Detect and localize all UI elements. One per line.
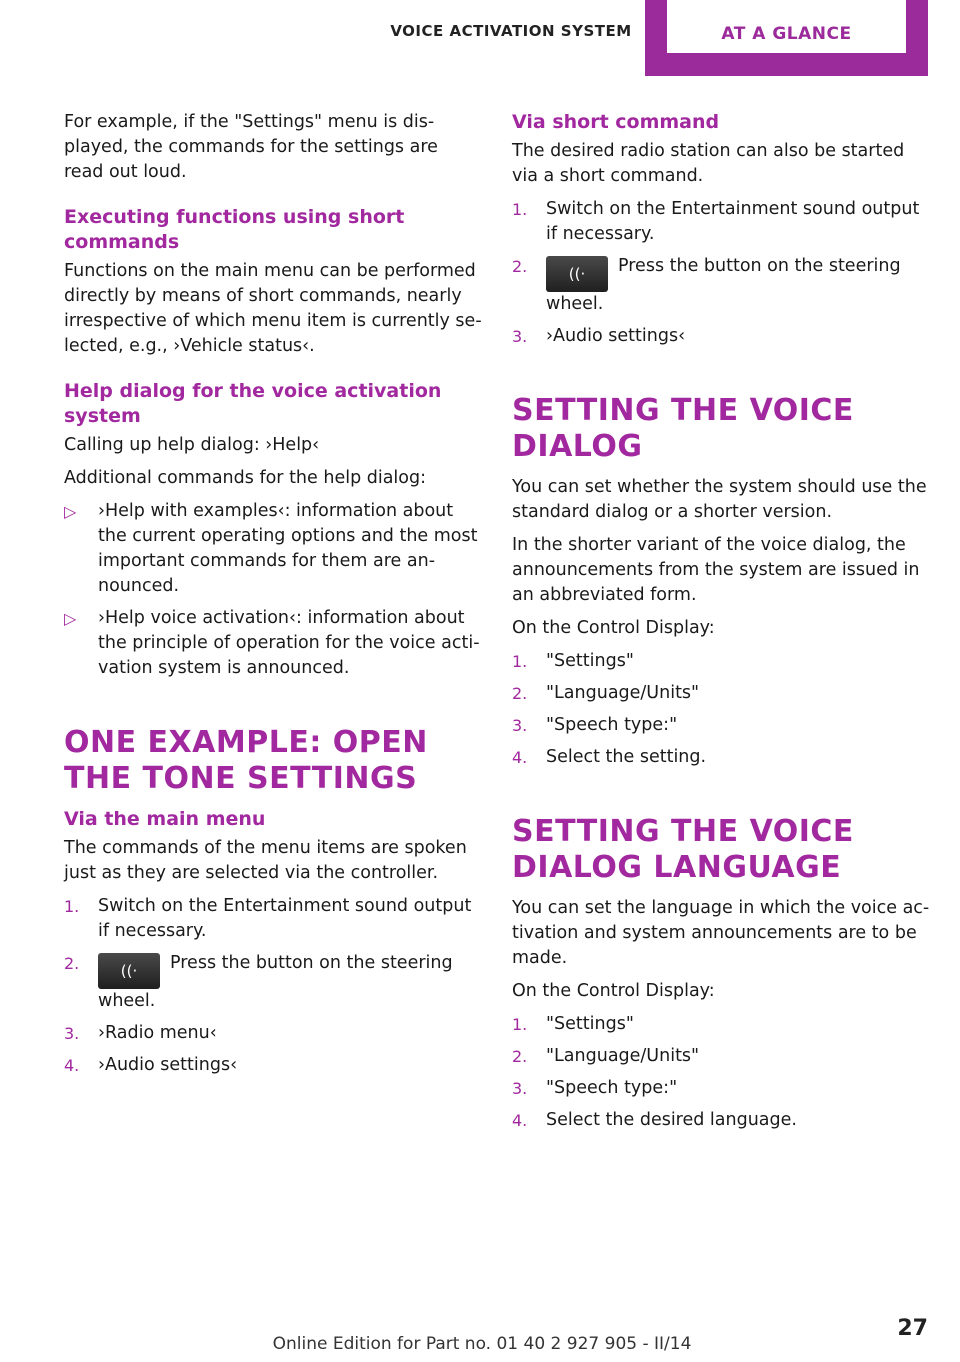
voice-button-icon: ((· — [546, 256, 608, 292]
step-number: 2. — [512, 684, 528, 703]
help-additional-text: Additional commands for the help dialog: — [64, 468, 427, 488]
step-number: 1. — [512, 200, 528, 219]
list-item-text: ›Help with examples‹: information about the current operating options and the most important commands for them are announced. — [98, 501, 478, 596]
list-item — [512, 1108, 930, 1133]
list-item — [512, 1012, 930, 1037]
footer-edition: Online Edition for Part no. 01 40 2 927 905 - II/14 — [272, 1334, 692, 1354]
step-number: 4. — [64, 1056, 80, 1075]
page-number: 27 — [897, 1316, 928, 1341]
step-text: Switch on the Entertainment sound output if necessary. — [98, 896, 472, 941]
voice-language-heading: SETTING THE VOICE DIALOG LANGUAGE — [512, 814, 854, 885]
voice-dialog-p2: In the shorter variant of the voice dialog, the announcements from the system are issued in an abbreviated form. — [512, 535, 920, 605]
list-item — [512, 197, 930, 247]
header-tab — [645, 0, 928, 76]
list-item — [64, 499, 482, 599]
step-text: ›Audio settings‹ — [98, 1055, 238, 1075]
voice-dialog-p3: On the Control Display: — [512, 618, 715, 638]
list-item — [64, 606, 482, 681]
step-text: "Speech type:" — [546, 715, 678, 735]
step-number: 3. — [512, 327, 528, 346]
step-number: 3. — [512, 716, 528, 735]
step-number: 3. — [512, 1079, 528, 1098]
step-text: Press the button on the steering wheel. — [546, 256, 901, 314]
help-call-text: Calling up help dialog: ›Help‹ — [64, 435, 320, 455]
step-number: 1. — [512, 652, 528, 671]
list-item — [512, 254, 930, 317]
main-menu-text: The commands of the menu items are spoken just as they are selected via the controller. — [64, 838, 467, 883]
list-item — [512, 713, 930, 738]
step-text: Press the button on the steering wheel. — [98, 953, 453, 1011]
list-item — [64, 951, 482, 1014]
step-text: Switch on the Entertainment sound output if necessary. — [546, 199, 920, 244]
left-column — [64, 110, 482, 1086]
short-command-steps — [512, 197, 930, 349]
header-tab-label: AT A GLANCE — [667, 0, 906, 53]
step-text: "Language/Units" — [546, 683, 700, 703]
list-item — [512, 745, 930, 770]
step-text: "Settings" — [546, 1014, 634, 1034]
short-commands-text: Functions on the main menu can be performed directly by means of short commands, nearly irrespective of which menu item is currently selected, e.g., ›Vehicle status‹. — [64, 261, 482, 356]
step-text: "Settings" — [546, 651, 634, 671]
main-menu-heading: Via the main menu — [64, 808, 266, 830]
short-commands-heading: Executing functions using short commands — [64, 206, 405, 253]
step-number: 3. — [64, 1024, 80, 1043]
example-heading: ONE EXAMPLE: OPEN THE TONE SETTINGS — [64, 725, 428, 796]
step-number: 2. — [64, 954, 80, 973]
voice-language-p1: You can set the language in which the voice activation and system announcements are to be made. — [512, 898, 930, 968]
voice-language-steps — [512, 1012, 930, 1133]
right-column — [512, 110, 930, 1141]
voice-dialog-p1: You can set whether the system should use the standard dialog or a shorter version. — [512, 477, 927, 522]
triangle-icon: ▷ — [64, 609, 77, 628]
main-menu-steps — [64, 894, 482, 1078]
step-number: 2. — [512, 257, 528, 276]
list-item — [512, 681, 930, 706]
step-number: 1. — [64, 897, 80, 916]
step-number: 4. — [512, 748, 528, 767]
list-item — [512, 1044, 930, 1069]
step-text: "Speech type:" — [546, 1078, 678, 1098]
step-text: "Language/Units" — [546, 1046, 700, 1066]
list-item-text: ›Help voice activation‹: information about the principle of operation for the voice activation system is announced. — [98, 608, 480, 678]
step-number: 2. — [512, 1047, 528, 1066]
help-list — [64, 499, 482, 681]
step-number: 4. — [512, 1111, 528, 1130]
triangle-icon: ▷ — [64, 502, 77, 521]
step-number: 1. — [512, 1015, 528, 1034]
voice-button-icon: ((· — [98, 953, 160, 989]
step-text: ›Audio settings‹ — [546, 326, 686, 346]
voice-dialog-steps — [512, 649, 930, 770]
list-item — [512, 324, 930, 349]
list-item — [64, 894, 482, 944]
short-command-heading: Via short command — [512, 111, 720, 133]
step-text: Select the setting. — [546, 747, 707, 767]
step-text: ›Radio menu‹ — [98, 1023, 217, 1043]
short-command-text: The desired radio station can also be started via a short command. — [512, 141, 905, 186]
list-item — [512, 1076, 930, 1101]
list-item — [64, 1021, 482, 1046]
intro-paragraph: For example, if the "Settings" menu is displayed, the commands for the settings are read out loud. — [64, 112, 438, 182]
step-text: Select the desired language. — [546, 1110, 797, 1130]
list-item — [512, 649, 930, 674]
voice-language-p2: On the Control Display: — [512, 981, 715, 1001]
header-section-title: VOICE ACTIVATION SYSTEM — [390, 22, 632, 40]
voice-dialog-heading: SETTING THE VOICE DIALOG — [512, 393, 854, 464]
list-item — [64, 1053, 482, 1078]
help-dialog-heading: Help dialog for the voice activation system — [64, 380, 442, 427]
